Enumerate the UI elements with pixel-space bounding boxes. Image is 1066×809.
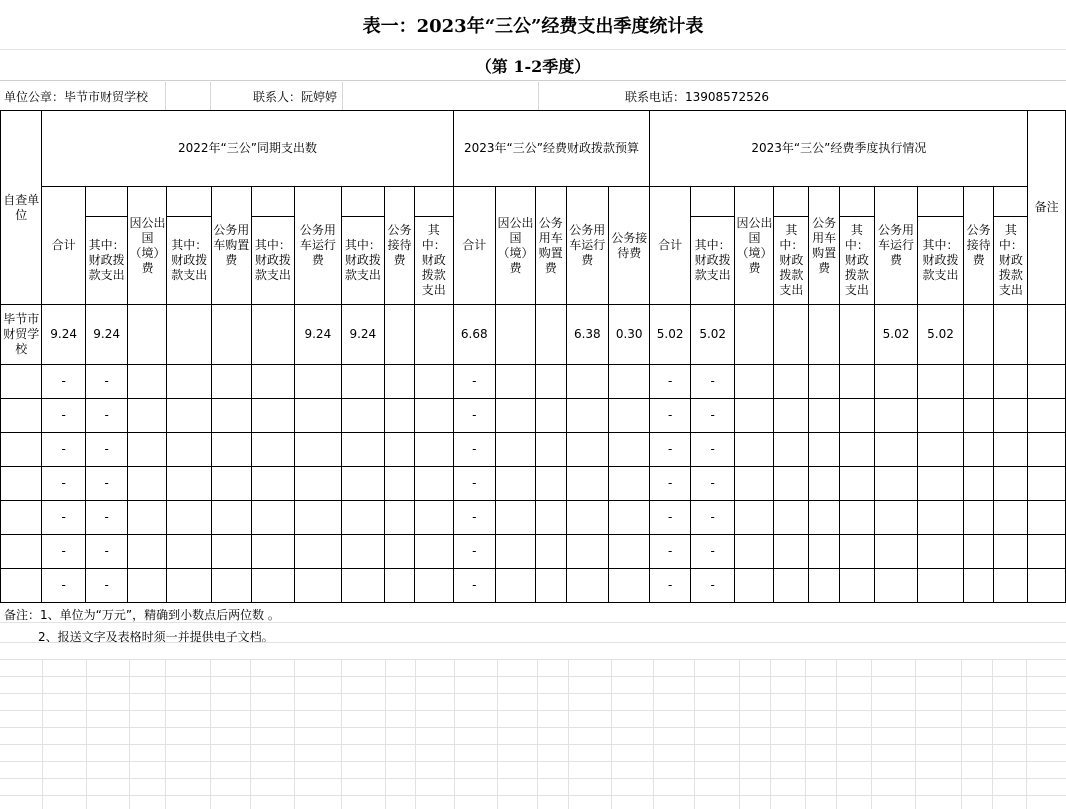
cell[interactable] [809, 305, 840, 365]
cell[interactable]: - [650, 535, 690, 569]
cell[interactable] [735, 433, 774, 467]
cell[interactable]: - [690, 467, 735, 501]
col-header-total: 合计 [453, 187, 495, 305]
cell[interactable]: - [42, 433, 85, 467]
cell[interactable]: - [453, 399, 495, 433]
cell[interactable] [251, 467, 295, 501]
col-header-vehicle-run: 公务用车运行费 [295, 187, 341, 305]
cell[interactable] [1, 467, 42, 501]
cell[interactable] [1028, 399, 1066, 433]
cell[interactable] [385, 399, 415, 433]
cell[interactable] [1, 365, 42, 399]
cell[interactable] [128, 399, 167, 433]
cell[interactable] [128, 365, 167, 399]
cell[interactable] [994, 501, 1028, 535]
cell[interactable] [609, 399, 650, 433]
cell[interactable] [774, 467, 809, 501]
cell[interactable] [535, 569, 566, 603]
cell[interactable] [774, 365, 809, 399]
cell[interactable] [809, 535, 840, 569]
cell[interactable] [414, 365, 453, 399]
table-row [1, 399, 1066, 433]
cell[interactable] [167, 569, 212, 603]
cell[interactable] [1028, 501, 1066, 535]
grid-line [165, 82, 166, 110]
cell[interactable] [251, 569, 295, 603]
remark-column-header: 备注 [1028, 111, 1066, 305]
cell[interactable] [809, 569, 840, 603]
cell[interactable]: 5.02 [918, 305, 964, 365]
cell[interactable] [128, 433, 167, 467]
cell[interactable] [994, 535, 1028, 569]
group-header-budget: 2023年“三公”经费财政拨款预算 [453, 111, 650, 187]
cell[interactable] [994, 467, 1028, 501]
cell[interactable] [918, 535, 964, 569]
cell[interactable] [918, 467, 964, 501]
cell[interactable] [839, 305, 874, 365]
cell[interactable]: 0.30 [609, 305, 650, 365]
cell[interactable] [839, 501, 874, 535]
col-header-total: 合计 [650, 187, 690, 305]
cell[interactable] [212, 365, 251, 399]
cell[interactable] [385, 365, 415, 399]
table-row [1, 305, 1066, 365]
cell[interactable] [918, 501, 964, 535]
cell[interactable]: - [650, 433, 690, 467]
cell[interactable] [809, 467, 840, 501]
cell[interactable] [1, 501, 42, 535]
cell[interactable] [385, 467, 415, 501]
cell[interactable]: 9.24 [341, 305, 385, 365]
cell[interactable] [735, 569, 774, 603]
cell[interactable] [535, 433, 566, 467]
cell[interactable] [212, 501, 251, 535]
cell[interactable] [212, 433, 251, 467]
col-header-spacer [414, 187, 453, 217]
cell[interactable] [1028, 305, 1066, 365]
col-header-vehicle-purchase: 公务用车购置费 [535, 187, 566, 305]
table-row [1, 535, 1066, 569]
col-header-spacer [690, 187, 735, 217]
cell[interactable] [918, 569, 964, 603]
cell[interactable] [167, 399, 212, 433]
cell[interactable] [495, 569, 535, 603]
col-header-fin: 其中：财政拨款支出 [839, 217, 874, 305]
cell[interactable] [1028, 569, 1066, 603]
cell[interactable] [566, 399, 608, 433]
cell[interactable] [609, 501, 650, 535]
cell[interactable] [385, 501, 415, 535]
cell[interactable] [735, 501, 774, 535]
col-header-fin: 其中：财政拨款支出 [774, 217, 809, 305]
cell[interactable] [385, 433, 415, 467]
cell[interactable] [495, 365, 535, 399]
unit-name-cell[interactable]: 毕节市财贸学校 [1, 305, 42, 365]
cell[interactable] [295, 501, 341, 535]
cell[interactable] [566, 535, 608, 569]
cell[interactable] [735, 467, 774, 501]
cell[interactable] [414, 467, 453, 501]
col-header-vehicle-purchase: 公务用车购置费 [212, 187, 251, 305]
table-row [1, 501, 1066, 535]
col-header-spacer [994, 187, 1028, 217]
cell[interactable]: - [650, 365, 690, 399]
cell[interactable] [341, 365, 385, 399]
table-row [1, 569, 1066, 603]
page-title: 表一：2023年“三公”经费支出季度统计表 [0, 0, 1066, 50]
cell[interactable]: - [453, 467, 495, 501]
cell[interactable] [839, 467, 874, 501]
cell[interactable] [918, 399, 964, 433]
cell[interactable] [414, 305, 453, 365]
cell[interactable] [839, 433, 874, 467]
cell[interactable]: - [42, 399, 85, 433]
table-row [1, 433, 1066, 467]
cell[interactable] [994, 569, 1028, 603]
cell[interactable] [535, 467, 566, 501]
cell[interactable] [167, 467, 212, 501]
cell[interactable] [963, 569, 994, 603]
cell[interactable] [385, 535, 415, 569]
cell[interactable] [609, 569, 650, 603]
cell[interactable] [735, 305, 774, 365]
contact-phone-label: 联系电话：13908572526 [625, 89, 769, 104]
unit-seal-label: 单位公章：毕节市财贸学校 [4, 89, 149, 104]
cell[interactable] [212, 399, 251, 433]
cell[interactable] [385, 305, 415, 365]
cell[interactable] [535, 501, 566, 535]
cell[interactable] [414, 399, 453, 433]
cell[interactable] [609, 467, 650, 501]
cell[interactable] [495, 433, 535, 467]
cell[interactable] [341, 399, 385, 433]
cell[interactable]: - [650, 569, 690, 603]
cell[interactable] [609, 365, 650, 399]
cell[interactable] [874, 399, 917, 433]
cell[interactable] [295, 433, 341, 467]
cell[interactable] [295, 535, 341, 569]
cell[interactable] [1, 569, 42, 603]
cell[interactable]: - [453, 569, 495, 603]
cell[interactable] [212, 305, 251, 365]
col-header-abroad: 因公出国（境）费 [128, 187, 167, 305]
cell[interactable] [566, 433, 608, 467]
cell[interactable] [566, 569, 608, 603]
cell[interactable] [994, 433, 1028, 467]
cell[interactable]: - [690, 399, 735, 433]
col-header-spacer [774, 187, 809, 217]
cell[interactable] [167, 501, 212, 535]
col-header-fin: 其中：财政拨款支出 [251, 217, 295, 305]
cell[interactable] [994, 305, 1028, 365]
cell[interactable] [128, 535, 167, 569]
page-subtitle: （第 1-2季度） [0, 50, 1066, 81]
cell[interactable] [609, 433, 650, 467]
cell[interactable] [167, 535, 212, 569]
group-header-execution: 2023年“三公”经费季度执行情况 [650, 111, 1028, 187]
col-header-fin: 其中：财政拨款支出 [85, 217, 128, 305]
cell[interactable]: 5.02 [690, 305, 735, 365]
cell[interactable] [414, 433, 453, 467]
cell[interactable] [963, 399, 994, 433]
cell[interactable] [495, 535, 535, 569]
cell[interactable]: - [690, 501, 735, 535]
col-header-vehicle-run: 公务用车运行费 [874, 187, 917, 305]
cell[interactable] [212, 535, 251, 569]
cell[interactable] [341, 569, 385, 603]
cell[interactable]: - [85, 433, 128, 467]
cell[interactable] [963, 535, 994, 569]
note-line-2: 2、报送文字及表格时须一并提供电子文档。 [38, 630, 274, 644]
cell[interactable] [874, 365, 917, 399]
cell[interactable]: - [453, 501, 495, 535]
col-header-reception: 公务接待费 [609, 187, 650, 305]
cell[interactable] [774, 433, 809, 467]
cell[interactable] [994, 399, 1028, 433]
cell[interactable]: - [42, 569, 85, 603]
cell[interactable] [167, 433, 212, 467]
cell[interactable] [385, 569, 415, 603]
cell[interactable]: 9.24 [295, 305, 341, 365]
col-header-fin: 其中：财政拨款支出 [994, 217, 1028, 305]
table-row [1, 467, 1066, 501]
cell[interactable] [212, 569, 251, 603]
cell[interactable] [251, 399, 295, 433]
cell[interactable] [809, 501, 840, 535]
cell[interactable] [341, 501, 385, 535]
cell[interactable] [167, 365, 212, 399]
col-header-fin: 其中：财政拨款支出 [167, 217, 212, 305]
cell[interactable] [994, 365, 1028, 399]
cell[interactable] [735, 399, 774, 433]
unit-column-header: 自查单位 [1, 111, 42, 305]
cell[interactable]: 5.02 [650, 305, 690, 365]
cell[interactable] [1, 399, 42, 433]
cell[interactable] [874, 467, 917, 501]
cell[interactable] [341, 467, 385, 501]
cell[interactable] [295, 399, 341, 433]
col-header-reception: 公务接待费 [963, 187, 994, 305]
cell[interactable] [963, 305, 994, 365]
col-header-fin: 其中：财政拨款支出 [414, 217, 453, 305]
cell[interactable] [535, 365, 566, 399]
cell[interactable] [414, 501, 453, 535]
cell[interactable] [566, 467, 608, 501]
cell[interactable] [839, 399, 874, 433]
col-header-fin: 其中：财政拨款支出 [918, 217, 964, 305]
grid-line [538, 82, 539, 110]
grid-line [210, 82, 211, 110]
cell[interactable] [341, 535, 385, 569]
cell[interactable] [918, 433, 964, 467]
cell[interactable] [167, 305, 212, 365]
cell[interactable]: - [85, 365, 128, 399]
cell[interactable] [874, 535, 917, 569]
cell[interactable] [1028, 365, 1066, 399]
col-header-reception: 公务接待费 [385, 187, 415, 305]
cell[interactable]: - [650, 467, 690, 501]
cell[interactable] [963, 365, 994, 399]
cell[interactable] [839, 365, 874, 399]
cell[interactable] [295, 365, 341, 399]
cell[interactable] [874, 569, 917, 603]
cell[interactable] [1, 433, 42, 467]
note-line-1: 备注：1、单位为“万元”，精确到小数点后两位数 。 [4, 608, 280, 622]
cell[interactable]: 5.02 [874, 305, 917, 365]
cell[interactable] [609, 535, 650, 569]
cell[interactable]: - [690, 365, 735, 399]
cell[interactable]: - [453, 535, 495, 569]
cell[interactable]: - [650, 501, 690, 535]
cell[interactable]: 9.24 [85, 305, 128, 365]
cell[interactable] [535, 399, 566, 433]
cell[interactable] [809, 365, 840, 399]
cell[interactable] [212, 467, 251, 501]
cell[interactable] [963, 501, 994, 535]
cell[interactable] [128, 501, 167, 535]
col-header-spacer [918, 187, 964, 217]
cell[interactable] [735, 365, 774, 399]
cell[interactable] [295, 569, 341, 603]
col-header-spacer [167, 187, 212, 217]
cell[interactable] [566, 365, 608, 399]
cell[interactable] [1028, 467, 1066, 501]
cell[interactable] [495, 467, 535, 501]
cell[interactable] [809, 399, 840, 433]
cell[interactable]: - [85, 501, 128, 535]
cell[interactable] [874, 433, 917, 467]
contact-person-label: 联系人：阮婷婷 [253, 89, 338, 104]
col-header-spacer [839, 187, 874, 217]
cell[interactable]: - [85, 535, 128, 569]
cell[interactable] [774, 501, 809, 535]
cell[interactable] [495, 501, 535, 535]
cell[interactable] [774, 305, 809, 365]
cell[interactable] [251, 305, 295, 365]
cell[interactable] [295, 467, 341, 501]
col-header-spacer [85, 187, 128, 217]
cell[interactable] [874, 501, 917, 535]
col-header-total: 合计 [42, 187, 85, 305]
cell[interactable] [341, 433, 385, 467]
cell[interactable] [735, 535, 774, 569]
cell[interactable] [414, 535, 453, 569]
cell[interactable] [1028, 535, 1066, 569]
group-header-2022: 2022年“三公”同期支出数 [42, 111, 453, 187]
col-header-fin: 其中：财政拨款支出 [341, 217, 385, 305]
cell[interactable] [1, 535, 42, 569]
cell[interactable] [495, 399, 535, 433]
cell[interactable]: - [42, 501, 85, 535]
cell[interactable] [128, 569, 167, 603]
table-row [1, 365, 1066, 399]
cell[interactable] [251, 535, 295, 569]
cell[interactable]: - [85, 467, 128, 501]
cell[interactable] [918, 365, 964, 399]
cell[interactable]: - [690, 569, 735, 603]
cell[interactable] [495, 305, 535, 365]
cell[interactable] [414, 569, 453, 603]
cell[interactable] [774, 535, 809, 569]
cell[interactable]: - [42, 365, 85, 399]
col-header-vehicle-run: 公务用车运行费 [566, 187, 608, 305]
cell[interactable]: - [85, 399, 128, 433]
cell[interactable] [251, 501, 295, 535]
cell[interactable]: - [690, 433, 735, 467]
cell[interactable] [1028, 433, 1066, 467]
cell[interactable] [535, 305, 566, 365]
cell[interactable] [128, 467, 167, 501]
cell[interactable] [809, 433, 840, 467]
cell[interactable] [774, 569, 809, 603]
cell[interactable]: 9.24 [42, 305, 85, 365]
col-header-spacer [251, 187, 295, 217]
cell[interactable] [251, 365, 295, 399]
cell[interactable] [535, 535, 566, 569]
cell[interactable] [128, 305, 167, 365]
cell[interactable]: - [650, 399, 690, 433]
cell[interactable]: - [453, 433, 495, 467]
spreadsheet-empty-grid [0, 602, 1066, 809]
cell[interactable]: - [453, 365, 495, 399]
grid-line [342, 82, 343, 110]
cell[interactable]: - [690, 535, 735, 569]
cell[interactable] [251, 433, 295, 467]
col-header-fin: 其中：财政拨款支出 [690, 217, 735, 305]
cell[interactable] [566, 501, 608, 535]
cell[interactable]: - [85, 569, 128, 603]
col-header-vehicle-purchase: 公务用车购置费 [809, 187, 840, 305]
cell[interactable]: 6.38 [566, 305, 608, 365]
cell[interactable] [963, 467, 994, 501]
cell[interactable]: - [42, 535, 85, 569]
cell[interactable] [839, 569, 874, 603]
col-header-abroad: 因公出国（境）费 [735, 187, 774, 305]
col-header-abroad: 因公出国（境）费 [495, 187, 535, 305]
cell[interactable]: 6.68 [453, 305, 495, 365]
cell[interactable] [839, 535, 874, 569]
statistics-table [0, 110, 1066, 603]
cell[interactable] [774, 399, 809, 433]
cell[interactable]: - [42, 467, 85, 501]
col-header-spacer [341, 187, 385, 217]
cell[interactable] [963, 433, 994, 467]
